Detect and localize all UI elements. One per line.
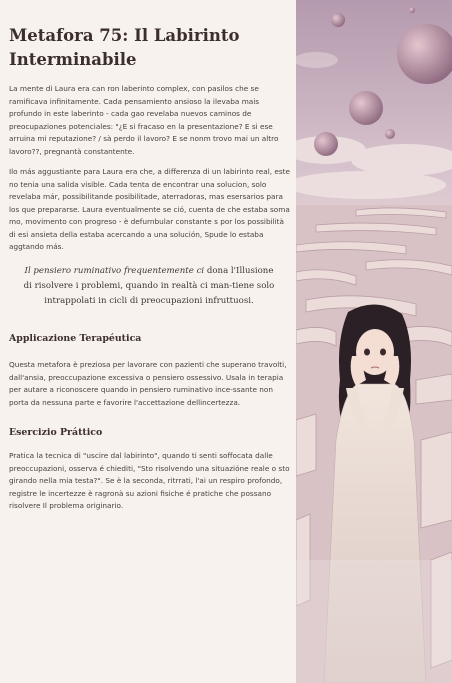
- pull-quote: [20, 264, 278, 309]
- pull-quote-italic: Il pensiero ruminativo frequentemente ci: [24, 266, 205, 276]
- maze-illustration: [296, 0, 452, 683]
- pull-quote-rest: dona l'Illusione di risolvere i problemi, quando in realtà ci man-tiene solo intrappolati in cicli di preocupazioni infruttuosi.: [23, 266, 275, 306]
- section-heading-therapeutic: Applicazione Terapéutica: [9, 333, 142, 344]
- section-body-exercise: Pratica la tecnica di "uscire dal labirinto", quando ti senti soffocata dalle preoccupazioni, osserva é chiediti, "Sto risolvendo una situazióne reale o sto girando nella mia testa?". Se è la seconda, ritrrati, l'ai un respiro profondo, registre le incertezze è ragronà su azioni fisiche é pratiche che possano risolvere Il problema originario.: [9, 451, 290, 510]
- ground-haze: [296, 560, 452, 683]
- section-heading-exercise: Esercizio Práttico: [9, 427, 103, 438]
- illustration-panel: [296, 0, 452, 683]
- section-body-therapeutic: Questa metafora è preziosa per lavorare con pazienti che superano travolti, dall'ansia, preoccupazione excessiva o pensiero ossessivo. Usala in terapia per autare a riconoscere quando in pensiero ruminativo ince-ssante non porta da nessuna parte e favorire l'accettazione dellincertezza.: [9, 360, 287, 407]
- intro-paragraph: La mente di Laura era can ron laberinto complex, con pasilos che se ramificava infinitamente. Cada pensamiento ansioso la ilevaba mais profundo in este laberinto - cada gao revelaba nuevos caminos de preocupaziones potenciales: "¿E si fracaso en la presentazione? E si ese arruina mi reputazione? / sà perdo il lavoro? E se nonm trovo mai un altro lavoro??, pregnantà constantente.: [9, 84, 279, 156]
- article-title: Metafora 75: Il Labirinto Interminabile: [9, 26, 240, 69]
- second-paragraph: Ilo más aggustiante para Laura era che, a differenza di un labirinto real, este no tenia una salida visible. Cada tenta de encontrar una solucion, solo revelaba már, possibilitande posibilitade, aterradoras, mas esersarios para los que prepararse. Laura eventualmente se ció, cuenta de che estaba soma mo, movimento con progreso - è defurnbular constante s por los possibilità di esi ansieta della estaba acercando a una solución, Spude lo estaba aggtando más.: [9, 167, 291, 251]
